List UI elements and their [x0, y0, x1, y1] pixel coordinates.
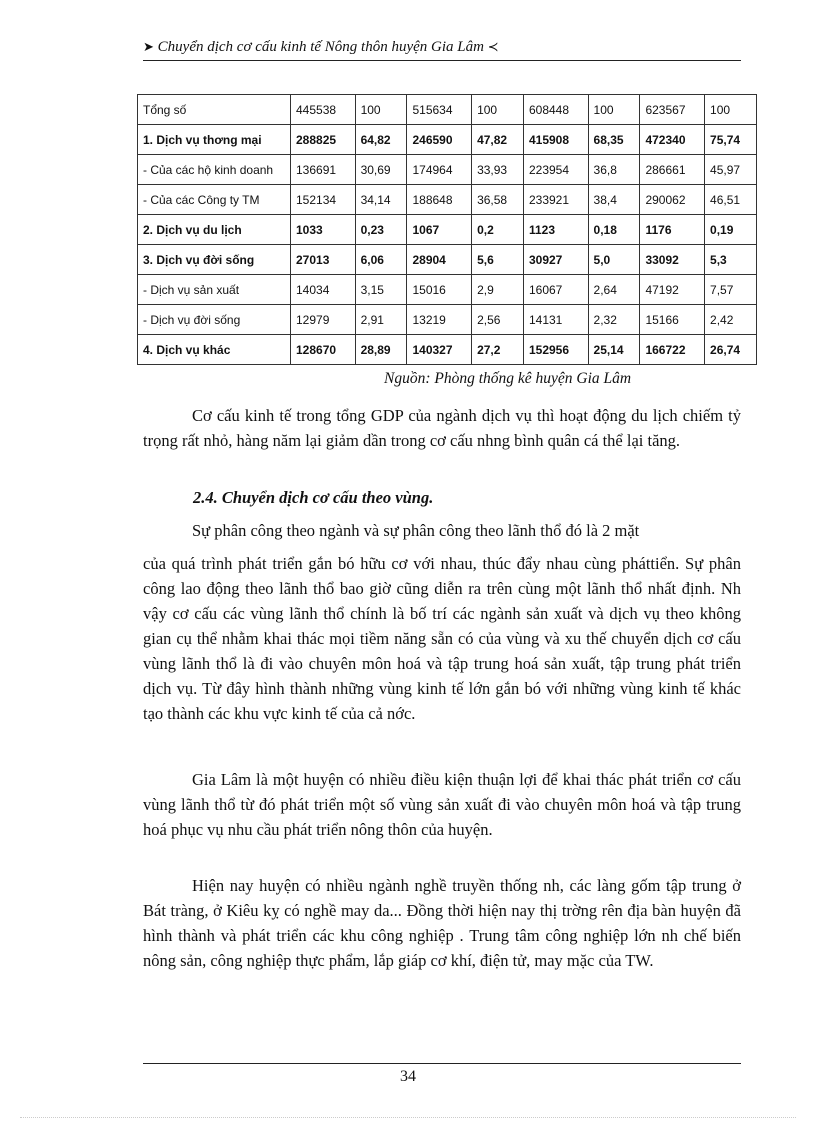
table-cell: 25,14: [588, 335, 640, 365]
row-label: 1. Dịch vụ thơng mại: [138, 125, 291, 155]
table-cell: 27,2: [472, 335, 524, 365]
table-cell: 174964: [407, 155, 472, 185]
table-cell: 34,14: [355, 185, 407, 215]
table-cell: 5,0: [588, 245, 640, 275]
paragraph-territory: của quá trình phát triển gắn bó hữu cơ với nhau, thúc đẩy nhau cùng pháttiển. Sự phân công lao động theo lãnh thổ bao giờ cũng diễn ra trên cùng một lãnh thổ nhất định. Nh vậy cơ cấu các vùng lãnh thổ chính là bố trí các ngành sản xuất và dịch vụ theo không gian cụ thể nhằm khai thác mọi tiềm năng sẵn có của vùng và xu thế chuyển dịch cơ cấu vùng lãnh thổ là đi vào chuyên môn hoá và tập trung hoá sản xuất, tập trung phát triển dịch vụ. Từ đây hình thành những vùng kinh tế lớn gắn bó với những vùng kinh tế khác tạo thành các khu vực kinh tế của cả nớc.: [143, 554, 741, 723]
row-label: 4. Dịch vụ khác: [138, 335, 291, 365]
table-cell: 166722: [640, 335, 705, 365]
table-cell: 1176: [640, 215, 705, 245]
page-header: [143, 38, 741, 61]
table-cell: 36,8: [588, 155, 640, 185]
table-cell: 13219: [407, 305, 472, 335]
table-cell: 68,35: [588, 125, 640, 155]
row-label: - Của các hộ kinh doanh: [138, 155, 291, 185]
table-cell: 28904: [407, 245, 472, 275]
table-cell: 246590: [407, 125, 472, 155]
table-cell: 5,6: [472, 245, 524, 275]
table-cell: 136691: [291, 155, 356, 185]
table-cell: 26,74: [705, 335, 757, 365]
table-row: [138, 215, 757, 245]
table-cell: 188648: [407, 185, 472, 215]
table-cell: 64,82: [355, 125, 407, 155]
table-cell: 2,32: [588, 305, 640, 335]
table-cell: 128670: [291, 335, 356, 365]
table-cell: 33092: [640, 245, 705, 275]
table-cell: 290062: [640, 185, 705, 215]
arrow-left-icon: ≺: [487, 39, 499, 54]
table-cell: 2,91: [355, 305, 407, 335]
table-cell: 2,42: [705, 305, 757, 335]
table-cell: 2,56: [472, 305, 524, 335]
table-cell: 16067: [523, 275, 588, 305]
table-cell: 223954: [523, 155, 588, 185]
table-cell: 14034: [291, 275, 356, 305]
table-row: [138, 275, 757, 305]
table-cell: 14131: [523, 305, 588, 335]
table-cell: 445538: [291, 95, 356, 125]
table-cell: 140327: [407, 335, 472, 365]
table-cell: 515634: [407, 95, 472, 125]
table-cell: 0,18: [588, 215, 640, 245]
row-label: - Dịch vụ đời sống: [138, 305, 291, 335]
table-cell: 3,15: [355, 275, 407, 305]
table-cell: 2,9: [472, 275, 524, 305]
table-cell: 30,69: [355, 155, 407, 185]
section-heading: 2.4. Chuyển dịch cơ cấu theo vùng.: [193, 488, 434, 507]
table-cell: 12979: [291, 305, 356, 335]
table-cell: 28,89: [355, 335, 407, 365]
header-title-line: [143, 39, 499, 56]
row-label: 3. Dịch vụ đời sống: [138, 245, 291, 275]
services-table: [137, 94, 757, 365]
table-row: [138, 335, 757, 365]
arrow-right-icon: ➤: [143, 39, 154, 54]
table-cell: 152134: [291, 185, 356, 215]
table-cell: 152956: [523, 335, 588, 365]
paragraph-gdp: Cơ cấu kinh tế trong tổng GDP của ngành dịch vụ thì hoạt động du lịch chiếm tỷ trọng rất nhỏ, hàng năm lại giảm dần trong cơ cấu nhng bình quân cá thể lại tăng.: [143, 406, 741, 450]
table-cell: 0,2: [472, 215, 524, 245]
table-cell: 5,3: [705, 245, 757, 275]
paragraph-division: Sự phân công theo ngành và sự phân công theo lãnh thổ đó là 2 mặt: [192, 521, 640, 540]
table-row: [138, 155, 757, 185]
table-cell: 0,19: [705, 215, 757, 245]
table-cell: 100: [588, 95, 640, 125]
row-label: 2. Dịch vụ du lịch: [138, 215, 291, 245]
footer-divider: [143, 1063, 741, 1064]
table-cell: 0,23: [355, 215, 407, 245]
table-cell: 100: [355, 95, 407, 125]
table-body: [138, 95, 757, 365]
table-cell: 233921: [523, 185, 588, 215]
header-title: Chuyển dịch cơ cấu kinh tế Nông thôn huyện Gia Lâm: [157, 39, 484, 55]
table-cell: 415908: [523, 125, 588, 155]
page-edge-dots: [20, 1117, 796, 1118]
table-cell: 27013: [291, 245, 356, 275]
table-cell: 38,4: [588, 185, 640, 215]
table-row: [138, 185, 757, 215]
row-label: Tổng số: [138, 95, 291, 125]
table-cell: 47,82: [472, 125, 524, 155]
table-cell: 286661: [640, 155, 705, 185]
table-row: [138, 125, 757, 155]
table-cell: 45,97: [705, 155, 757, 185]
table-cell: 288825: [291, 125, 356, 155]
table-row: [138, 245, 757, 275]
paragraph-industries: Hiện nay huyện có nhiều ngành nghề truyền thống nh, các làng gốm tập trung ở Bát tràng, ở Kiêu kỵ có nghề may da... Đồng thời hiện nay thị trờng rên địa bàn huyện đã hình thành và phát triển các khu công nghiệp . Trung tâm công nghiệp lớn nh chế biến nông sản, công nghiệp thực phẩm, lắp giáp cơ khí, điện tử, may mặc của TW.: [143, 876, 741, 970]
table-cell: 100: [472, 95, 524, 125]
table-row: [138, 305, 757, 335]
table-cell: 46,51: [705, 185, 757, 215]
table-cell: 472340: [640, 125, 705, 155]
table-cell: 47192: [640, 275, 705, 305]
source-note: Nguồn: Phòng thống kê huyện Gia Lâm: [384, 370, 632, 387]
table-cell: 623567: [640, 95, 705, 125]
table-cell: 7,57: [705, 275, 757, 305]
table-cell: 1067: [407, 215, 472, 245]
table-row: [138, 95, 757, 125]
table-cell: 30927: [523, 245, 588, 275]
table-cell: 33,93: [472, 155, 524, 185]
table-cell: 100: [705, 95, 757, 125]
table-cell: 15166: [640, 305, 705, 335]
table-cell: 2,64: [588, 275, 640, 305]
table-cell: 1033: [291, 215, 356, 245]
table-cell: 15016: [407, 275, 472, 305]
table-cell: 608448: [523, 95, 588, 125]
row-label: - Của các Công ty TM: [138, 185, 291, 215]
table-cell: 6,06: [355, 245, 407, 275]
table-cell: 1123: [523, 215, 588, 245]
page-number: 34: [400, 1068, 416, 1085]
row-label: - Dịch vụ sản xuất: [138, 275, 291, 305]
table-cell: 75,74: [705, 125, 757, 155]
paragraph-gialam: Gia Lâm là một huyện có nhiều điều kiện thuận lợi để khai thác phát triển cơ cấu vùng lãnh thổ từ đó phát triển một số vùng sản xuất đi vào chuyên môn hoá và tập trung hoá phục vụ nhu cầu phát triển nông thôn của huyện.: [143, 770, 741, 839]
table-cell: 36,58: [472, 185, 524, 215]
